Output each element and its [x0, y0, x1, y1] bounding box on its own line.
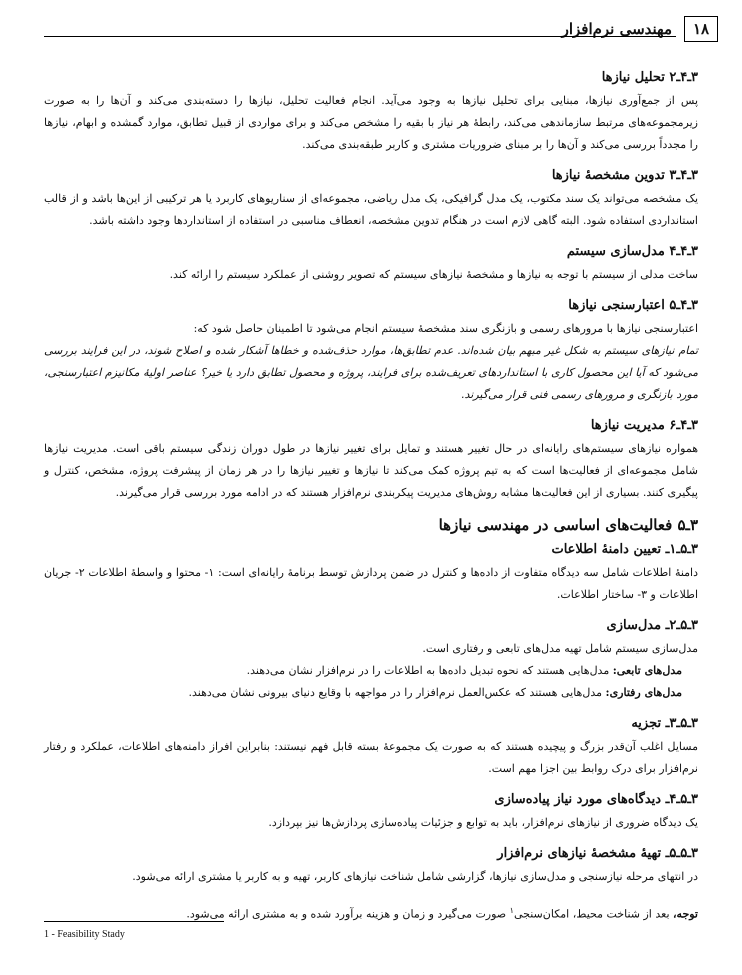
page-body [44, 70, 698, 926]
italic-paragraph: تمام نیازهای سیستم به شکل غیر مبهم بیان شده‌اند. عدم تطابق‌ها، موارد حذف‌شده و خطاها آشکار شده و اصلاح شوند، در این فرایند بررسی می‌شود که آیا این محصول کاری با استانداردهای تعریف‌شده برای فرایند، پروژه و محصول تطابق دارد یا خیر؟ عناصر اولیهٔ مکانیزم اعتبارسنجی، مورد بازنگری و مرورهای رسمی فنی قرار می‌گیرند. [44, 344, 698, 401]
section-heading: ۳ـ۵ـ۳ـ تجزیه [631, 716, 698, 731]
section-modeling [44, 618, 698, 704]
paragraph: مدل‌سازی سیستم شامل تهیه مدل‌های تابعی و رفتاری است. [422, 642, 698, 655]
footnote: 1 - Feasibility Stady [44, 929, 125, 940]
footnote-rule [44, 921, 224, 922]
term-text: مدل‌هایی هستند که نحوه تبدیل داده‌ها به اطلاعات را در نرم‌افزار نشان می‌دهند. [246, 664, 610, 677]
section-heading: ۳ـ۵ـ۵ـ تهیهٔ مشخصهٔ نیازهای نرم‌افزار [497, 846, 698, 861]
header-rule [44, 36, 676, 37]
section-system-modeling [44, 244, 698, 286]
section-heading: ۳ـ۴ـ۴ مدل‌سازی سیستم [566, 244, 698, 259]
paragraph: پس از جمع‌آوری نیازها، مبنایی برای تحلیل نیازها به وجود می‌آید. انجام فعالیت تحلیل، نیازها را دسته‌بندی می‌کند و آن‌ها را به صورت زیرمجموعه‌های مرتبط سازماندهی می‌کند، رابطهٔ هر نیاز با بقیه را مشخص می‌کند و برای مواردی از قبیل تطابق، موارد گمشده و ابهام، نیازها را مجدداً بررسی می‌کند و آن‌ها را بر مبنای ضروریات مشتری و کاربر طبقه‌بندی می‌کند. [44, 94, 698, 151]
term-label: مدل‌های تابعی: [612, 664, 682, 677]
paragraph: دامنهٔ اطلاعات شامل سه دیدگاه متفاوت از داده‌ها و کنترل در ضمن پردازش توسط برنامهٔ رایانه‌ای است: ۱- محتوا و واسطهٔ اطلاعات ۲- جریان اطلاعات و ۳- ساختار اطلاعات. [44, 566, 699, 601]
section-srs [44, 846, 698, 888]
footnote-marker: ۱ [509, 906, 514, 915]
section-heading: ۳ـ۵ـ۲ـ مدل‌سازی [606, 618, 698, 633]
note-text: صورت می‌گیرد و زمان و هزینه برآورد شده و به مشتری ارائه می‌شود. [186, 907, 507, 921]
paragraph: در انتهای مرحله نیازسنجی و مدل‌سازی نیازها، گزارشی شامل شناخت نیازهای کاربر، تهیه و به کاربر یا مشتری ارائه می‌شود. [132, 870, 698, 883]
section-heading: ۳ـ۵ـ۱ـ تعیین دامنهٔ اطلاعات [551, 542, 698, 557]
term-label: مدل‌های رفتاری: [605, 686, 682, 699]
section-decomposition [44, 716, 698, 780]
section-requirements-specification [44, 168, 698, 232]
section-implementation-views [44, 792, 698, 834]
functional-models-paragraph [44, 660, 698, 682]
section-heading: ۳ـ۴ـ۲ تحلیل نیازها [601, 70, 698, 85]
page-number: ۱۸ [684, 16, 718, 42]
section-information-domain [44, 542, 698, 606]
paragraph: همواره نیازهای سیستم‌های رایانه‌ای در حال تغییر هستند و تمایل برای تغییر نیازها در طول دوران زندگی سیستم باقی است. مدیریت نیازها شامل مجموعه‌ای از فعالیت‌ها است که به تیم پروژه کمک می‌کند تا نیازها و تغییر نیازها را در هر زمان از پیشرفت پروژه، مشخص، کنترل و پیگیری کنند. بسیاری از این فعالیت‌ها مشابه روش‌های مدیریت پیکربندی نرم‌افزار هستند که در ادامه مورد بررسی قرار می‌گیرند. [44, 442, 698, 499]
section-heading: ۳ـ۴ـ۵ اعتبارسنجی نیازها [568, 298, 698, 313]
section-heading: ۳ـ۴ـ۶ مدیریت نیازها [590, 418, 698, 433]
note-label: توجه، [673, 907, 698, 921]
paragraph: ساخت مدلی از سیستم با توجه به نیازها و مشخصهٔ نیازهای سیستم که تصویر روشنی از عملکرد سیستم را ارائه کند. [169, 268, 698, 281]
paragraph: اعتبارسنجی نیازها با مرورهای رسمی و بازنگری سند مشخصهٔ سیستم انجام می‌شود تا اطمینان حاصل شود که: [193, 322, 698, 335]
note-text: بعد از شناخت محیط، امکان‌سنجی [513, 907, 670, 921]
paragraph: یک مشخصه می‌تواند یک سند مکتوب، یک مدل گرافیکی، یک مدل ریاضی، مجموعه‌ای از سناریوهای کاربرد یا هر ترکیبی از این‌ها باشد و از قالب استانداردی استفاده شود. البته گاهی لازم است در هنگام تدوین مشخصه، انعطاف مناسبی در استفاده از استانداردها وجود داشته باشد. [44, 192, 698, 227]
running-header-title: مهندسی نرم‌افزار [561, 20, 672, 38]
chapter-section-title: ۳ـ۵ فعالیت‌های اساسی در مهندسی نیازها [438, 516, 698, 534]
section-requirements-analysis [44, 70, 698, 156]
paragraph: یک دیدگاه ضروری از نیازهای نرم‌افزار، باید به توابع و جزئیات پیاده‌سازی پردازش‌ها نیز بپردازد. [268, 816, 698, 829]
section-heading: ۳ـ۵ـ۴ـ دیدگاه‌های مورد نیاز پیاده‌سازی [494, 792, 698, 807]
section-requirements-management [44, 418, 698, 504]
term-text: مدل‌هایی هستند که عکس‌العمل نرم‌افزار را در مواجهه با وقایع دنیای بیرونی نشان می‌دهند. [188, 686, 603, 699]
paragraph: مسایل اغلب آن‌قدر بزرگ و پیچیده هستند که به صورت یک مجموعهٔ بسته قابل فهم نیستند: بنابراین افراز دامنه‌های اطلاعات، عملکرد و رفتار نرم‌افزار برای درک روابط بین اجزا مهم است. [44, 740, 698, 775]
behavioral-models-paragraph [44, 682, 698, 704]
section-heading: ۳ـ۴ـ۳ تدوین مشخصهٔ نیازها [551, 168, 698, 183]
section-requirements-validation [44, 298, 698, 406]
